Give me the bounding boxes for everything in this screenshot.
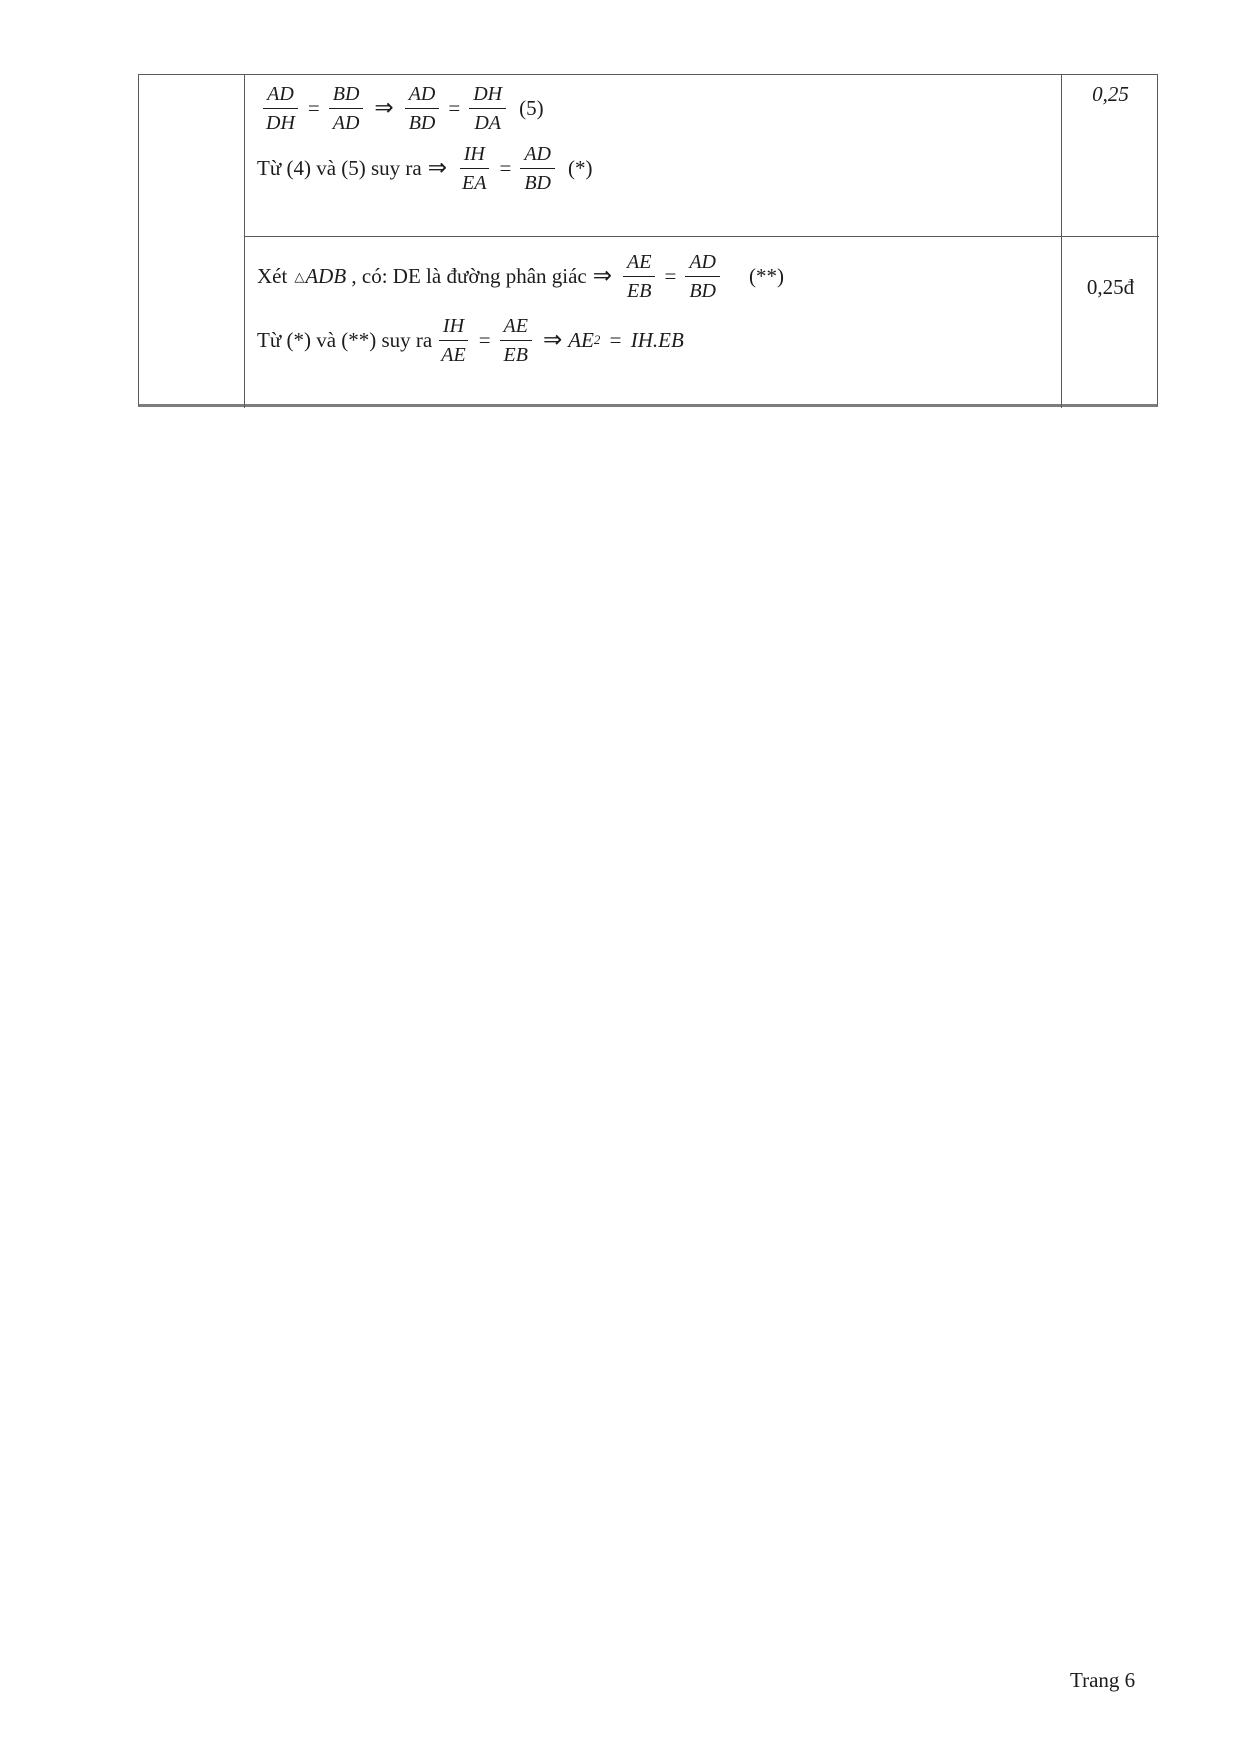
math-line-row1-1 <box>257 78 1061 138</box>
table-cell-score-row2 <box>1061 236 1159 408</box>
fraction-numerator: IH <box>439 313 468 341</box>
table-cell-solution-row1 <box>245 75 1061 236</box>
score-value: 0,25đ <box>1086 275 1135 299</box>
fraction-numerator: AD <box>685 249 720 277</box>
triangle-icon: △ <box>294 269 305 285</box>
fraction <box>437 313 469 368</box>
fraction-denominator: DA <box>474 111 501 134</box>
fraction-denominator: EB <box>503 343 528 366</box>
fraction-denominator: AE <box>441 343 466 366</box>
fraction-denominator: EA <box>462 171 487 194</box>
equals-sign: = <box>448 95 461 120</box>
math-line-row1-2 <box>257 138 1061 198</box>
implies-arrow-icon: ⇒ <box>542 327 563 353</box>
equation-tag: (**) <box>748 263 784 288</box>
fraction-denominator: BD <box>689 279 716 302</box>
score-value: 0,25 <box>1092 82 1129 106</box>
fraction <box>329 81 364 136</box>
fraction <box>469 81 506 136</box>
fraction-numerator: BD <box>329 81 364 109</box>
statement-text: , có: DE là đường phân giác <box>346 263 587 288</box>
equals-sign: = <box>499 155 512 180</box>
triangle-label: ADB <box>305 263 347 288</box>
equals-sign: = <box>307 95 320 120</box>
implies-arrow-icon: ⇒ <box>374 95 394 121</box>
fraction <box>458 141 490 196</box>
implies-arrow-icon: ⇒ <box>427 155 448 181</box>
answer-key-table <box>138 74 1158 407</box>
fraction <box>405 81 440 136</box>
fraction <box>520 141 555 196</box>
fraction-denominator: EB <box>627 279 652 302</box>
fraction-numerator: AE <box>623 249 655 277</box>
statement-text: Xét <box>257 263 288 288</box>
fraction-numerator: DH <box>469 81 506 109</box>
statement-text: Từ (4) và (5) suy ra <box>257 155 422 180</box>
equals-sign: = <box>664 263 677 288</box>
math-line-row2-1 <box>257 245 1061 307</box>
fraction <box>685 249 720 304</box>
fraction-denominator: BD <box>408 111 436 134</box>
fraction-numerator: AD <box>405 81 440 109</box>
fraction-numerator: IH <box>460 141 489 169</box>
implies-arrow-icon: ⇒ <box>592 263 613 289</box>
equals-sign: = <box>604 327 627 352</box>
result-expression: AE <box>568 327 594 352</box>
fraction <box>623 249 655 304</box>
result-rhs: IH.EB <box>630 327 684 352</box>
fraction <box>500 313 532 368</box>
table-cell-solution-row2 <box>245 236 1061 408</box>
fraction-numerator: AD <box>520 141 555 169</box>
table-cell-left-margin <box>139 75 245 408</box>
page-number: Trang 6 <box>1070 1668 1136 1692</box>
fraction <box>262 81 299 136</box>
fraction-denominator: DH <box>266 111 295 134</box>
math-line-row2-2: Từ (*) và (**) suy ra $\frac{IH}{AE}$ = $\frac{AE}{EB}$ ⇒ AE 2 = IH.EB <box>257 314 684 366</box>
equation-tag: (5) <box>519 95 544 120</box>
fraction-denominator: BD <box>524 171 551 194</box>
fraction-numerator: AD <box>263 81 298 109</box>
equation-tag: (*) <box>567 155 593 180</box>
fraction-numerator: AE <box>500 313 532 341</box>
statement-text: Từ (*) và (**) suy ra <box>257 327 433 352</box>
table-cell-score-row1 <box>1061 75 1159 236</box>
equals-sign: = <box>478 327 491 352</box>
fraction-denominator: AD <box>332 111 360 134</box>
